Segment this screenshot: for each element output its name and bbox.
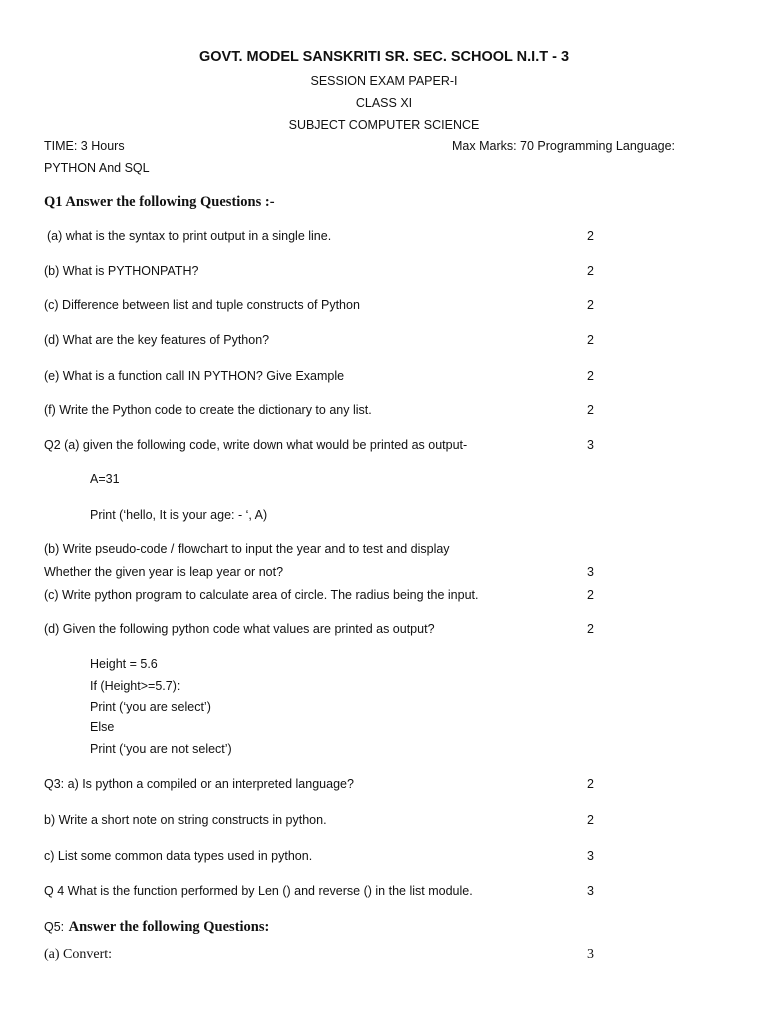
q3-item: c) List some common data types used in python. [44, 849, 313, 863]
q2b-mark: 3 [587, 565, 594, 579]
exam-name: SESSION EXAM PAPER-I [310, 74, 458, 88]
class-name: CLASS XI [355, 96, 413, 110]
code-line: A=31 [90, 472, 120, 486]
q5-heading-row [44, 918, 269, 936]
q2b-text-line2: Whether the given year is leap year or not? [44, 565, 284, 579]
q2c-mark: 2 [587, 588, 594, 602]
code-line: Else [90, 720, 115, 734]
q3-item: Q3: a) Is python a compiled or an interpreted language? [44, 777, 354, 791]
code-line: Print (‘you are not select’) [90, 742, 232, 756]
q1-mark: 2 [587, 264, 594, 278]
q2b-text-line1: (b) Write pseudo-code / flowchart to input the year and to test and display [44, 542, 450, 556]
q1-mark: 2 [587, 403, 594, 417]
code-line: Height = 5.6 [90, 657, 158, 671]
q3-item: b) Write a short note on string constructs in python. [44, 813, 327, 827]
subject-name: SUBJECT COMPUTER SCIENCE [288, 118, 480, 132]
q1-mark: 2 [587, 298, 594, 312]
q1-heading: Q1 Answer the following Questions :- [44, 194, 275, 210]
q3-mark: 3 [587, 849, 594, 863]
q2a-text: Q2 (a) given the following code, write down what would be printed as output- [44, 438, 468, 452]
max-marks-label: Max Marks: 70 Programming Language: [452, 139, 676, 153]
code-line: Print (‘you are select’) [90, 700, 211, 714]
q5a-mark: 3 [587, 947, 594, 962]
q1-item: (e) What is a function call IN PYTHON? Give Example [44, 369, 345, 383]
q1-item: (d) What are the key features of Python? [44, 333, 270, 347]
language-label: PYTHON And SQL [44, 161, 150, 175]
q1-mark: 2 [587, 369, 594, 383]
code-line: Print (‘hello, It is your age: - ‘, A) [90, 508, 268, 522]
q5-label: Q5: [44, 920, 65, 934]
q1-mark: 2 [587, 333, 594, 347]
time-label: TIME: 3 Hours [44, 139, 125, 153]
school-title: GOVT. MODEL SANSKRITI SR. SEC. SCHOOL N.I.T - 3 [198, 49, 570, 65]
q1-item: (b) What is PYTHONPATH? [44, 264, 199, 278]
q3-mark: 2 [587, 777, 594, 791]
q2d-text: (d) Given the following python code what values are printed as output? [44, 622, 435, 636]
q4-mark: 3 [587, 884, 594, 898]
q4-text: Q 4 What is the function performed by Len () and reverse () in the list module. [44, 884, 473, 898]
q5a-text: (a) Convert: [44, 947, 113, 962]
q5-heading: Answer the following Questions: [68, 919, 270, 935]
code-line: If (Height>=5.7): [90, 679, 181, 693]
q1-item: (f) Write the Python code to create the dictionary to any list. [44, 403, 372, 417]
q1-item: (a) what is the syntax to print output in a single line. [47, 229, 332, 243]
q1-mark: 2 [587, 229, 594, 243]
q2a-mark: 3 [587, 438, 594, 452]
q1-item: (c) Difference between list and tuple constructs of Python [44, 298, 360, 312]
q2c-text: (c) Write python program to calculate area of circle. The radius being the input. [44, 588, 479, 602]
q2d-mark: 2 [587, 622, 594, 636]
q3-mark: 2 [587, 813, 594, 827]
